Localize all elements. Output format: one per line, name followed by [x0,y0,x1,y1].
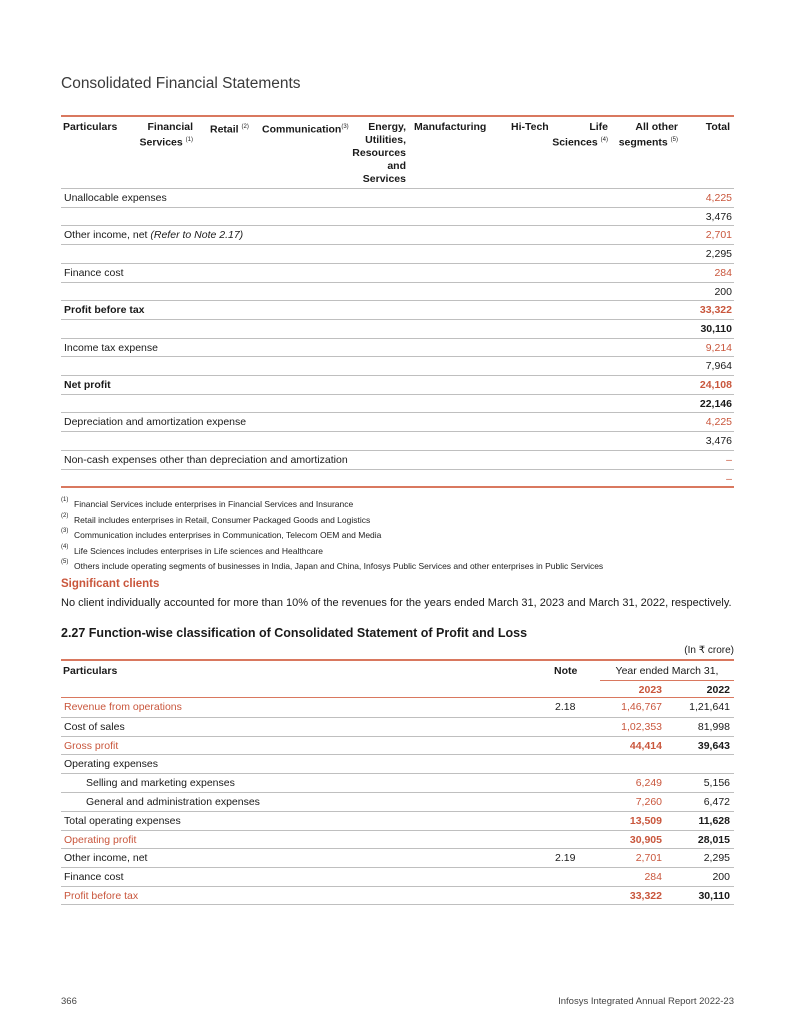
ft-head-particulars: Particulars [63,665,118,677]
ft-head-note: Note [554,665,578,677]
table-row: Operating profit 30,905 28,015 [61,830,734,849]
table-row: 7,964 [61,356,734,375]
table-row: Cost of sales 1,02,353 81,998 [61,717,734,736]
table-row: Non-cash expenses other than depreciation and amortization – [61,450,734,469]
seg-head-all-other: All other segments $^{(5)}$ [618,121,678,149]
significant-clients-title: Significant clients [61,578,160,590]
ft-head-2023: 2023 [638,684,662,696]
seg-head-particulars: Particulars [63,121,118,133]
table-row: Income tax expense 9,214 [61,338,734,357]
table-row: Unallocable expenses 4,225 [61,188,734,207]
unit-label: (In ₹ crore) [684,645,734,656]
seg-head-hitech: Hi-Tech [511,121,549,133]
table-row: Profit before tax 33,322 30,110 [61,886,734,905]
seg-head-communication: Communication$^{(3)}$ [262,123,349,136]
table-row: 200 [61,282,734,301]
segment-table-bottom-rule [61,486,734,488]
seg-head-financial-services: Financial Services $^{(1)}$ [139,121,193,149]
table-row: 22,146 [61,394,734,413]
page-number: 366 [61,996,77,1007]
table-row: Depreciation and amortization expense 4,225 [61,412,734,431]
function-header-top-rule [61,659,734,661]
table-row: 30,110 [61,319,734,338]
section-title: 2.27 Function-wise classification of Consolidated Statement of Profit and Loss [61,626,528,640]
significant-clients-text: No client individually accounted for more than 10% of the revenues for the years ended March 31, 2023 and March 31, 2022, respectively. [61,597,732,609]
table-row: Net profit 24,108 [61,375,734,394]
table-row: 2,295 [61,244,734,263]
ft-head-2022: 2022 [706,684,730,696]
page-title: Consolidated Financial Statements [61,75,301,92]
ft-head-year-ended: Year ended March 31, [615,665,719,677]
table-row: Finance cost 284 200 [61,867,734,886]
segment-header-top-rule [61,115,734,117]
year-underline [600,680,734,681]
table-row: Gross profit 44,414 39,643 [61,736,734,755]
table-row: Profit before tax 33,322 [61,300,734,319]
table-row: Finance cost 284 [61,263,734,282]
seg-head-energy: Energy, Utilities, Resources and Services [352,121,406,185]
seg-head-retail: Retail $^{(2)}$ [210,123,249,136]
table-row: Revenue from operations 2.18 1,46,767 1,21,641 [64,701,730,713]
table-row: Selling and marketing expenses 6,249 5,156 [61,773,734,792]
table-row: Other income, net (Refer to Note 2.17) 2,701 [61,225,734,244]
seg-head-total: Total [705,121,730,133]
table-row: 3,476 [61,207,734,226]
report-name: Infosys Integrated Annual Report 2022-23 [558,996,734,1007]
table-row: Operating expenses [61,754,734,773]
table-row: 3,476 [61,431,734,450]
table-row: Total operating expenses 13,509 11,628 [61,811,734,830]
table-row: Other income, net 2.19 2,701 2,295 [61,848,734,867]
seg-head-manufacturing: Manufacturing [414,121,487,133]
seg-head-life-sciences: Life Sciences $^{(4)}$ [552,121,608,149]
table-row: General and administration expenses 7,260 6,472 [61,792,734,811]
table-row: – [61,469,734,488]
